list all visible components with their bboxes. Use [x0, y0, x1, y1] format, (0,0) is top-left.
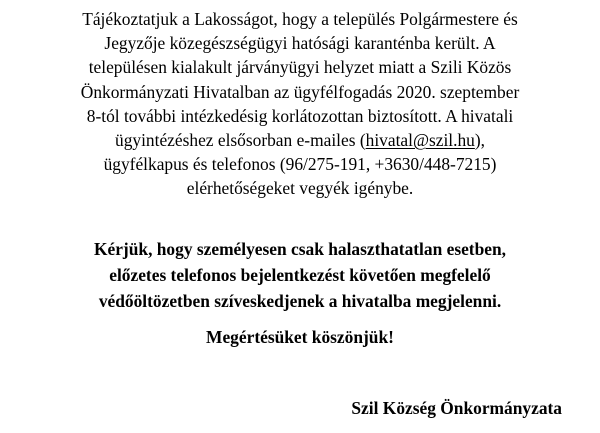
request-line: védőöltözetben szíveskedjenek a hivatalba megjelenni.	[98, 291, 502, 312]
notice-line: településen kialakult járványügyi helyzet miatt a Szili Közös	[88, 57, 512, 78]
request-line: előzetes telefonos bejelentkezést követően megfelelő	[109, 265, 491, 286]
notice-text: ),	[474, 130, 485, 151]
request-paragraph	[0, 236, 600, 315]
notice-text: ügyintézéshez elsősorban e-mailes (	[115, 130, 366, 151]
signature: Szil Község Önkormányzata	[351, 398, 562, 418]
notice-line: Önkormányzati Hivatalban az ügyfélfogadás 2020. szeptember	[80, 81, 520, 102]
notice-line: Tájékoztatjuk a Lakosságot, hogy a település Polgármestere és	[82, 9, 518, 29]
notice-line: Jegyzője közegészségügyi hatósági karanténba került. A	[104, 33, 496, 54]
notice-line-contact	[0, 128, 600, 152]
email-link[interactable]: hivatal@szil.hu	[365, 130, 475, 151]
request-line: Kérjük, hogy személyesen csak halaszthatatlan esetben,	[93, 239, 507, 259]
notice-line: ügyfélkapus és telefonos (96/275-191, +3630/448-7215)	[103, 154, 497, 175]
thanks-line: Megértésüket köszönjük!	[206, 327, 394, 347]
notice-line: 8-tól további intézkedésig korlátozottan biztosított. A hivatali	[86, 105, 514, 126]
notice-paragraph	[0, 7, 600, 201]
notice-line: elérhetőségeket vegyék igénybe.	[186, 178, 414, 199]
